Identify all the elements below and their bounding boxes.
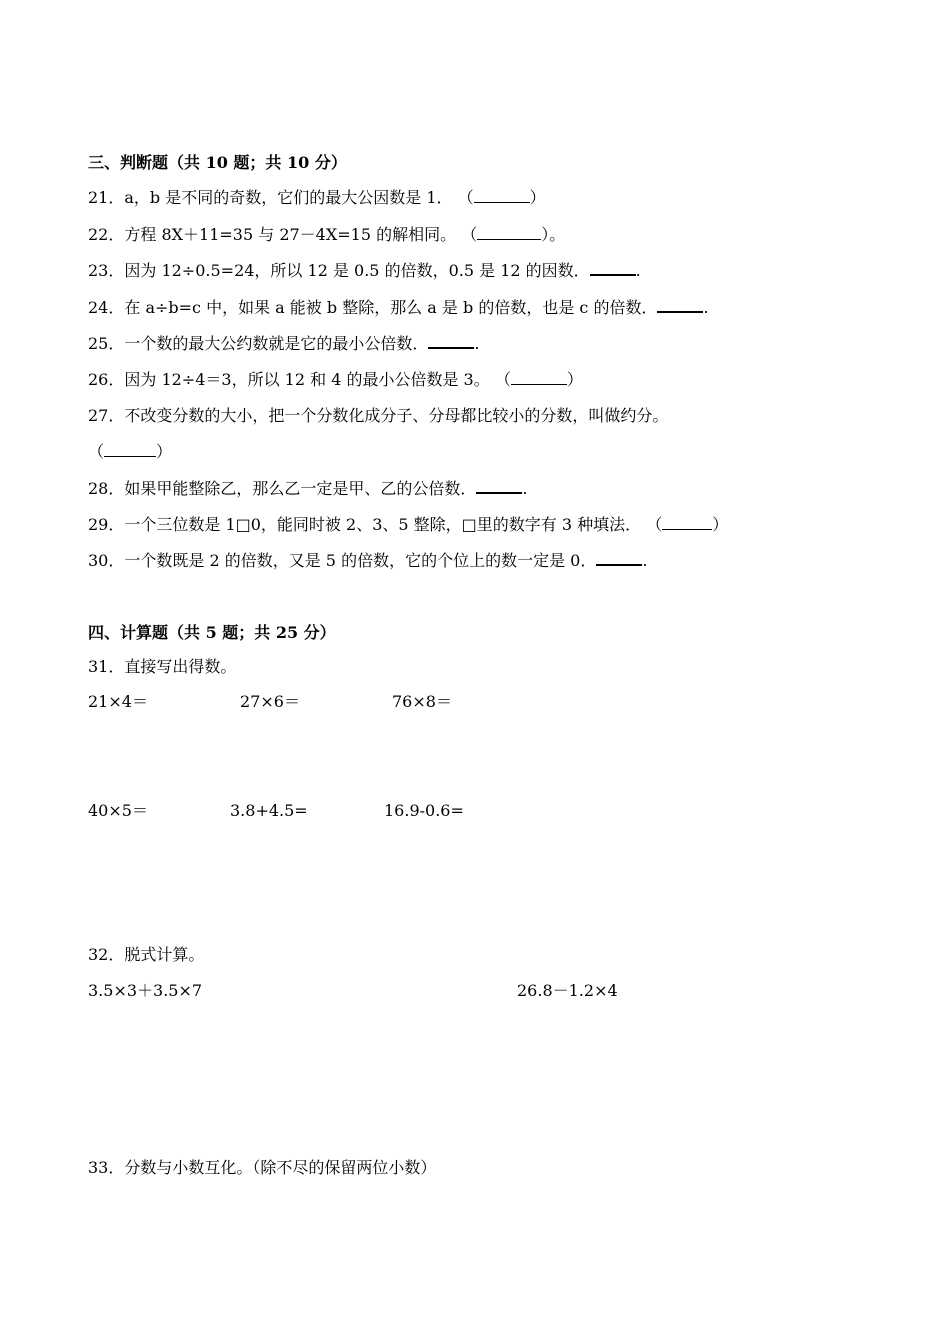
calc-item: 21×4＝ — [88, 692, 148, 711]
question-24-text: 24．在 a÷b=c 中，如果 a 能被 b 整除，那么 a 是 b 的倍数，也是 c 的倍数． — [88, 298, 658, 317]
paren-close: ） — [712, 515, 729, 534]
paren-open: （ — [461, 225, 478, 244]
question-27: 27．不改变分数的大小，把一个分数化成分子、分母都比较小的分数，叫做约分。 — [88, 406, 669, 425]
question-23 — [88, 260, 641, 282]
question-29 — [88, 514, 728, 536]
question-33: 33．分数与小数互化。（除不尽的保留两位小数） — [88, 1158, 437, 1177]
question-end: . — [635, 261, 641, 280]
question-end: . — [522, 479, 528, 498]
question-25 — [88, 333, 479, 355]
paren-open: （ — [494, 370, 511, 389]
paren-close: ） — [566, 370, 583, 389]
question-30-text: 30．一个数既是 2 的倍数，又是 5 的倍数，它的个位上的数一定是 0． — [88, 551, 597, 570]
paren-open: （ — [88, 442, 105, 461]
question-24 — [88, 297, 709, 319]
answer-blank[interactable] — [657, 297, 703, 313]
answer-blank[interactable] — [477, 225, 541, 240]
question-30 — [88, 550, 647, 572]
question-21-text: 21．a，b 是不同的奇数，它们的最大公因数是 1． — [88, 188, 453, 207]
question-26-text: 26．因为 12÷4＝3，所以 12 和 4 的最小公倍数是 3。 — [88, 370, 490, 389]
answer-blank[interactable] — [511, 370, 567, 385]
paren-open: （ — [646, 515, 663, 534]
question-end: . — [474, 334, 480, 353]
question-32: 32．脱式计算。 — [88, 945, 205, 964]
calc-item: 3.8+4.5= — [230, 801, 308, 820]
question-end: . — [642, 551, 648, 570]
calc-item: 27×6＝ — [240, 692, 300, 711]
section-3-title: 三、判断题（共 10 题；共 10 分） — [88, 153, 347, 172]
question-28 — [88, 478, 527, 500]
question-21 — [88, 187, 546, 209]
paren-close: ） — [156, 442, 173, 461]
question-23-text: 23．因为 12÷0.5=24，所以 12 是 0.5 的倍数，0.5 是 12 的因数． — [88, 261, 590, 280]
section-4-title: 四、计算题（共 5 题；共 25 分） — [88, 623, 336, 642]
question-29-text: 29．一个三位数是 1□0，能同时被 2、3、5 整除，□里的数字有 3 种填法． — [88, 515, 642, 534]
calc-item: 16.9-0.6= — [384, 801, 464, 820]
answer-blank[interactable] — [596, 550, 642, 566]
question-28-text: 28．如果甲能整除乙，那么乙一定是甲、乙的公倍数． — [88, 479, 477, 498]
question-27-answer — [88, 441, 172, 463]
answer-blank[interactable] — [590, 260, 636, 276]
answer-blank[interactable] — [104, 442, 156, 457]
question-22-text: 22．方程 8X＋11=35 与 27－4X=15 的解相同。 — [88, 225, 457, 244]
paren-close: ）。 — [541, 225, 566, 244]
answer-blank[interactable] — [662, 515, 712, 530]
answer-blank[interactable] — [474, 188, 530, 203]
calc-item: 26.8－1.2×4 — [517, 981, 618, 1000]
question-31: 31．直接写出得数。 — [88, 657, 237, 676]
paren-open: （ — [457, 188, 474, 207]
answer-blank[interactable] — [428, 333, 474, 349]
question-25-text: 25．一个数的最大公约数就是它的最小公倍数． — [88, 334, 429, 353]
question-end: . — [703, 298, 709, 317]
calc-item: 76×8＝ — [392, 692, 452, 711]
calc-item: 40×5＝ — [88, 801, 148, 820]
answer-blank[interactable] — [476, 478, 522, 494]
calc-item: 3.5×3＋3.5×7 — [88, 981, 203, 1000]
question-22 — [88, 224, 565, 246]
question-26 — [88, 369, 583, 391]
paren-close: ） — [529, 188, 546, 207]
